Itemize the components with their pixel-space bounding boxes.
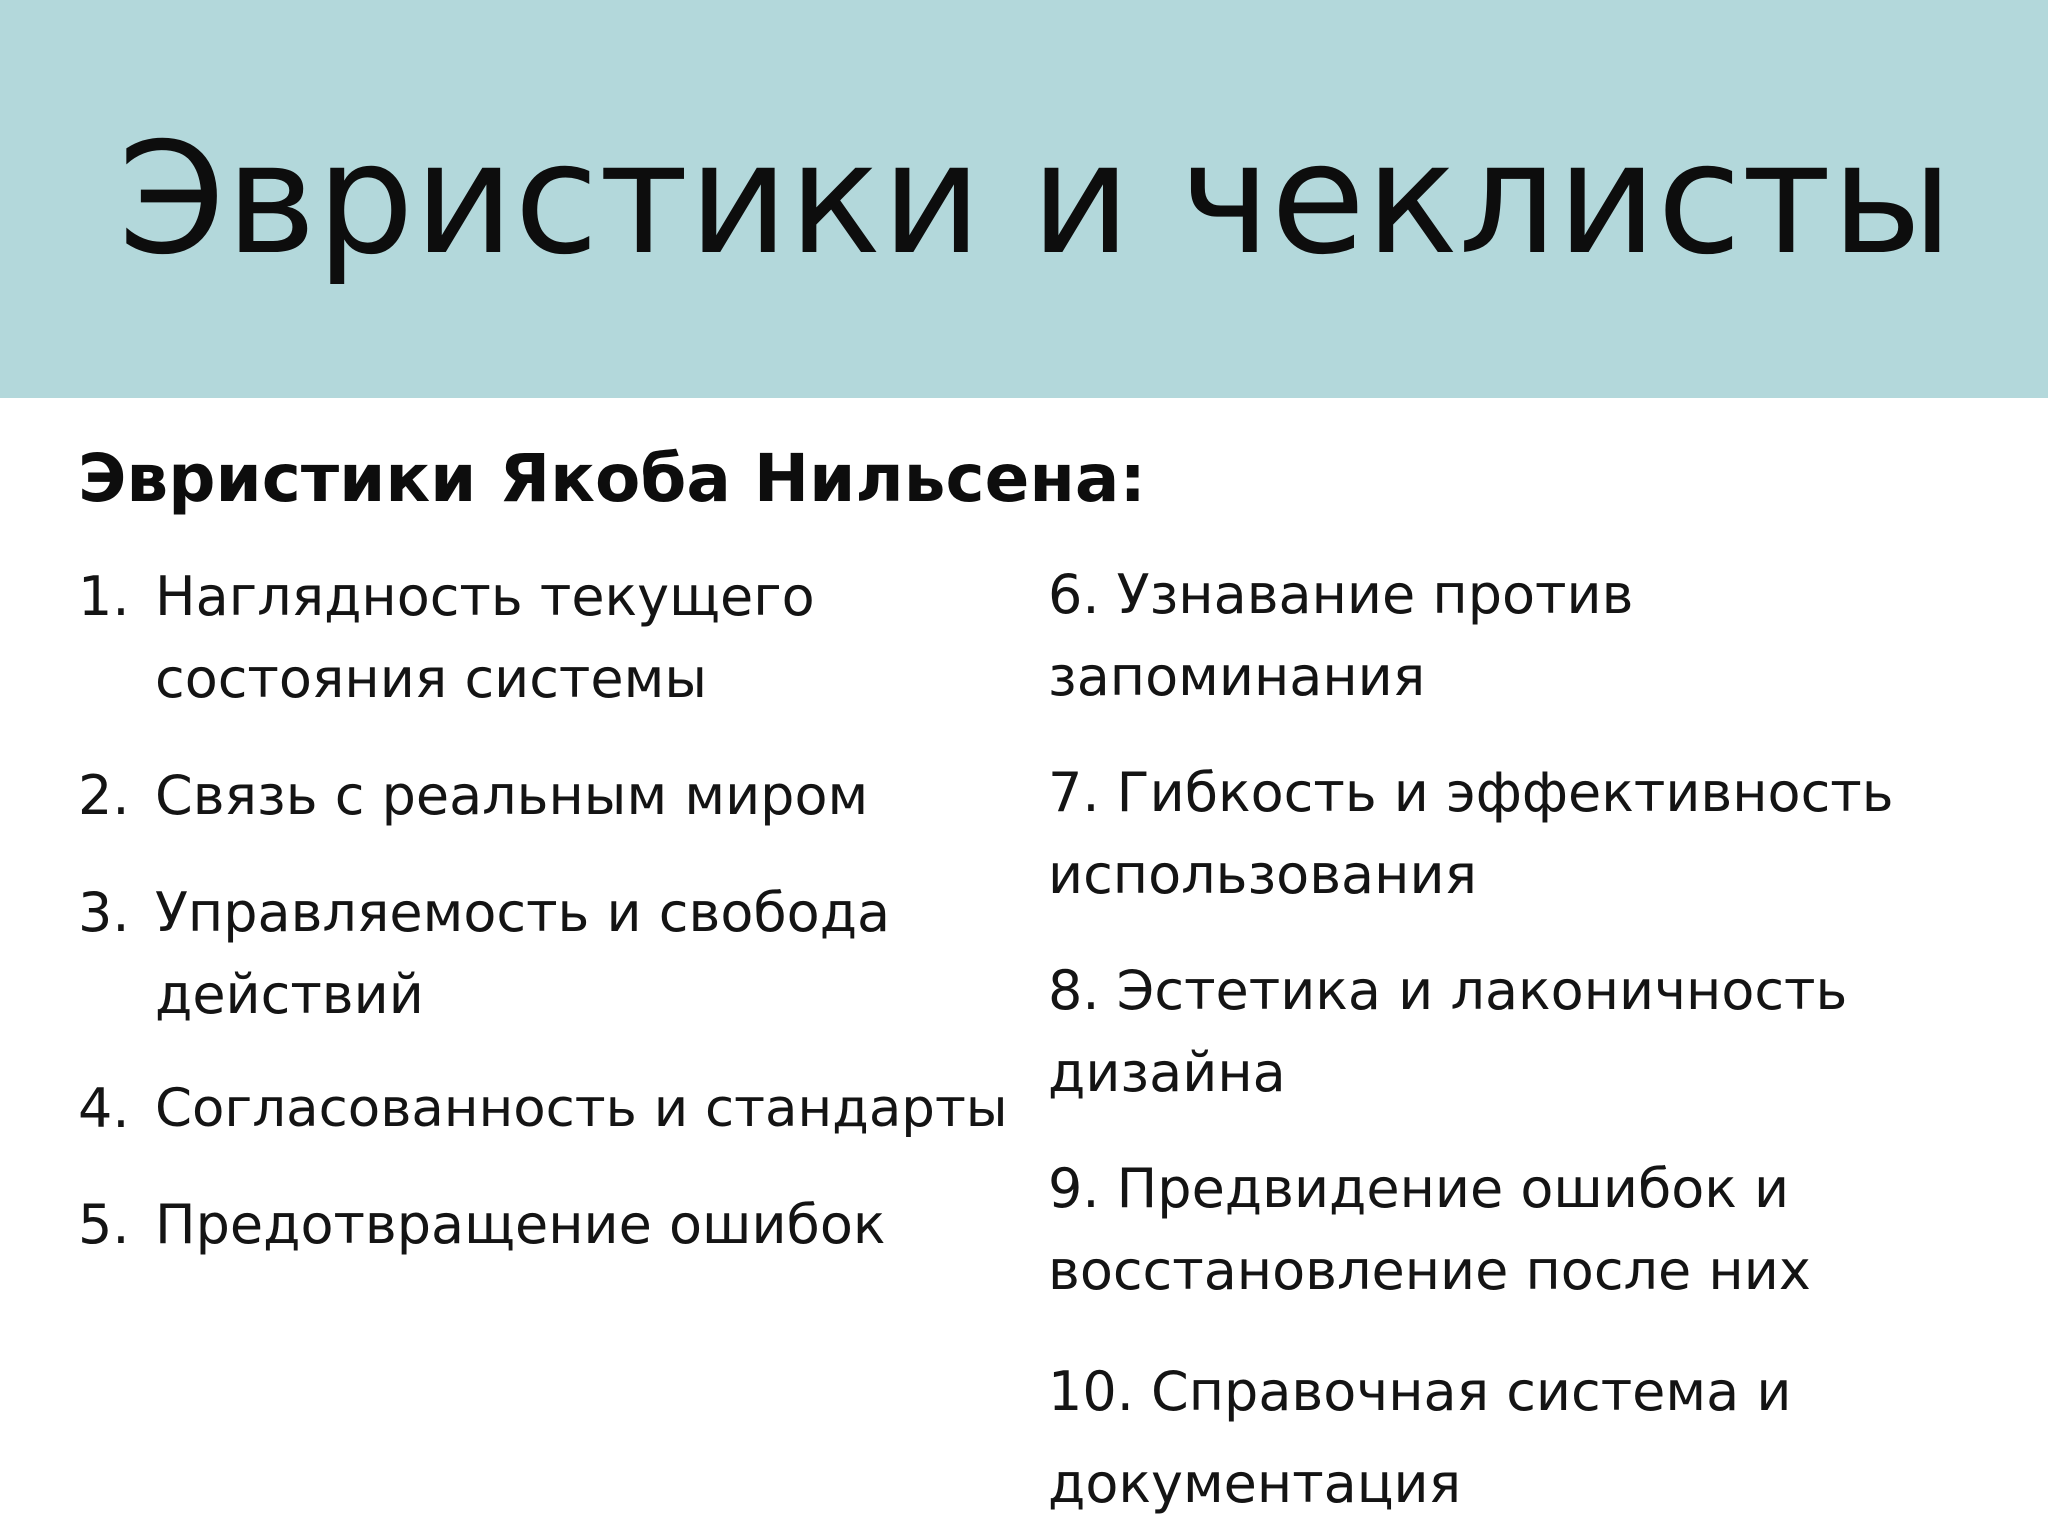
list-item-text: 7. Гибкость и эффективность использования [1048, 761, 1894, 906]
list-item [78, 556, 1018, 720]
list-item-text: Согласованность и стандарты [155, 1078, 1008, 1139]
slide-title: Эвристики и чеклисты [118, 110, 1953, 289]
list-item-number: 1. [78, 565, 130, 628]
list-item-text: 9. Предвидение ошибок и восстановление после них [1048, 1157, 1811, 1302]
list-item-text: 8. Эстетика и лаконичность дизайна [1048, 959, 1848, 1104]
list-item-number: 2. [78, 764, 130, 827]
list-item [1048, 752, 2008, 916]
list-item [1048, 1148, 2008, 1312]
list-item [1048, 554, 2008, 718]
list-item [78, 1184, 1018, 1266]
list-item-text: 6. Узнавание против запоминания [1048, 563, 1634, 708]
list-item-text: Связь с реальным миром [155, 764, 869, 827]
list-item [1048, 950, 2008, 1114]
list-item [78, 1068, 1018, 1150]
list-item-number: 4. [78, 1077, 130, 1140]
list-item [78, 872, 1018, 1036]
list-item-text: Наглядность текущего состояния системы [155, 565, 815, 710]
list-item-text: 10. Справочная система и документация [1048, 1360, 1792, 1515]
list-item-number: 5. [78, 1193, 130, 1256]
header-band [0, 0, 2048, 398]
list-item-text: Управляемость и свобода действий [155, 881, 891, 1026]
list-item [78, 755, 1018, 837]
list-heading: Эвристики Якоба Нильсена: [78, 440, 1146, 517]
list-item-number: 3. [78, 881, 130, 944]
list-item [1048, 1346, 2008, 1530]
list-item-text: Предотвращение ошибок [155, 1193, 886, 1256]
